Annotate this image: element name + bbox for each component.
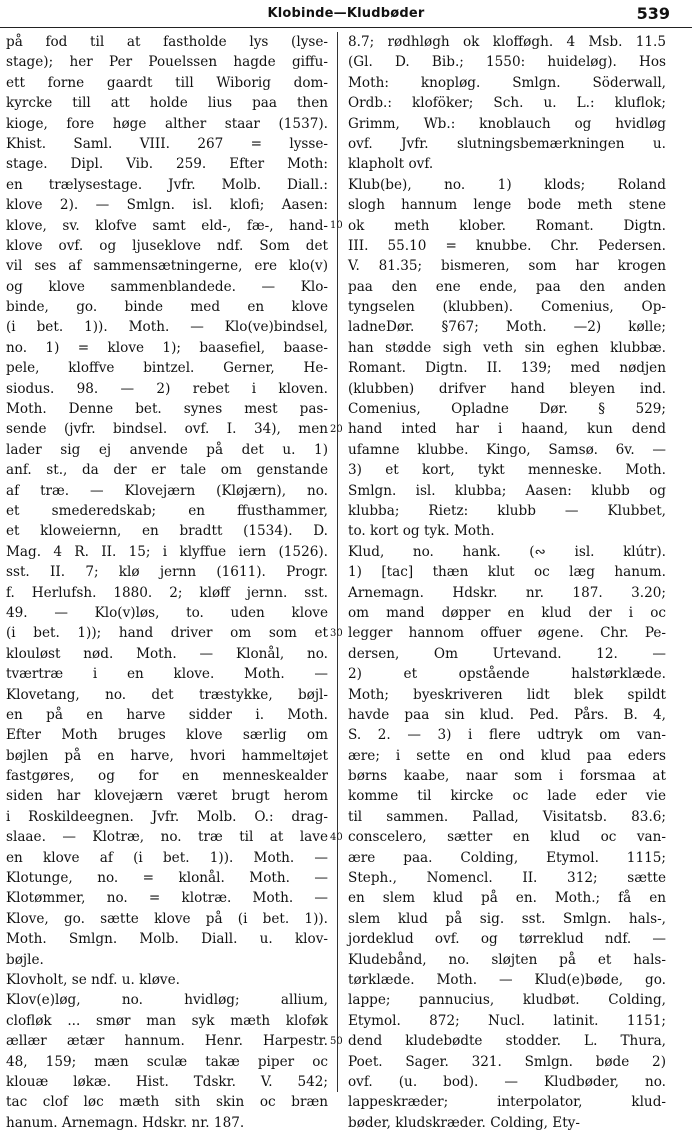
text-line: siden har klovejærn været brugt herom (6, 788, 328, 805)
text-line: Klud, no. hank. (∾ isl. klútr). (348, 543, 666, 560)
text-line: Moth; byeskriveren lidt blek spildt (348, 686, 666, 703)
text-line: bøder, kludskræder. Colding, Ety- (348, 1114, 580, 1131)
header-rule (0, 27, 692, 28)
text-line: Mag. 4 R. II. 15; i klyffue iern (1526). (6, 543, 328, 560)
text-line: Ordb.: kloföker; Sch. u. L.: kluflok; (348, 95, 666, 112)
text-line: dend kludebødte stodder. L. Thura, (348, 1033, 666, 1050)
text-line: hanum. Arnemagn. Hdskr. nr. 187. (6, 1114, 245, 1131)
text-line: om mand døpper en klud der i oc (348, 604, 666, 621)
text-line: V. 81.35; bismeren, som har krogen (348, 258, 666, 275)
text-line: en klove af (i bet. 1)). Moth. — (6, 849, 328, 866)
text-line: Klotunge, no. = klonål. Moth. — (6, 870, 328, 887)
text-line: binde, go. binde med en klove (6, 299, 328, 316)
text-line: havde paa sin klud. Ped. Pårs. B. 4, (348, 706, 666, 723)
text-line: tyngselen (klubben). Comenius, Op- (348, 299, 666, 316)
text-line: ovf. Jvfr. slutningsbemærkningen u. (348, 135, 666, 152)
text-line: legger hannom offuer øgene. Chr. Pe- (348, 625, 666, 642)
text-line: jordeklud ovf. og tørreklud ndf. — (348, 931, 666, 948)
text-line: III. 55.10 = knubbe. Chr. Pedersen. (348, 237, 666, 254)
text-line: 8.7; rødhløgh ok klofføgh. 4 Msb. 11.5 (348, 34, 666, 50)
text-line: klove, sv. klofve samt eld-, fæ-, hand- (6, 217, 328, 234)
text-line: S. 2. — 3) i flere udtryk om van- (348, 727, 666, 744)
text-line: sst. II. 7; klø jernn (1611). Progr. (6, 564, 328, 581)
line-number: 50 (330, 1035, 343, 1047)
text-line: (Gl. D. Bib.; 1550: huideløg). Hos (348, 54, 666, 71)
text-line: 2) et opstående halstørklæde. (348, 666, 666, 683)
text-line: 1) [tac] thæn klut oc læg hanum. (348, 564, 666, 581)
text-line: slaae. — Klotræ, no. træ til at lave (6, 829, 328, 846)
text-line: tværtræ i en klove. Moth. — (6, 666, 328, 683)
text-line: (i bet. 1)). Moth. — Klo(ve)bindsel, (6, 319, 328, 336)
text-line: fastgøres, og for en menneskealder (6, 768, 328, 785)
text-line: til sammen. Pallad, Visitatsb. 83.6; (348, 808, 666, 825)
text-line: paa den ene ende, paa den anden (348, 278, 666, 295)
text-line: 3) et kort, tykt menneske. Moth. (348, 462, 666, 479)
line-number: 20 (330, 423, 343, 435)
text-line: Poet. Sager. 321. Smlgn. bøde 2) (348, 1053, 666, 1070)
text-line: Khist. Saml. VIII. 267 = lysse- (6, 135, 328, 152)
text-line: Steph., Nomencl. II. 312; sætte (348, 870, 666, 887)
text-line: pele, kloffve bintzel. Gerner, He- (6, 360, 328, 377)
text-line: Arnemagn. Hdskr. nr. 187. 3.20; (348, 584, 666, 601)
text-line: Moth: knopløg. Smlgn. Söderwall, (348, 74, 666, 91)
text-line: slem klud på sig. sst. Smlgn. hals-, (348, 910, 666, 927)
text-line: klove ovf. og ljuseklove ndf. Som det (6, 237, 328, 254)
text-line: af træ. — Klovejærn (Kløjærn), no. (6, 482, 328, 499)
text-line: et smederedskab; en ffusthammer, (6, 502, 328, 519)
text-line: anf. st., da der er tale om genstande (6, 462, 328, 479)
text-line: ære paa. Colding, Etymol. 1115; (348, 849, 666, 866)
text-line: Klovetang, no. det træstykke, bøjl- (6, 686, 328, 703)
right-column (348, 32, 666, 1133)
text-line: Klub(be), no. 1) klods; Roland (348, 176, 666, 193)
text-line: lappeskræder; interpolator, klud- (348, 1094, 666, 1111)
text-line: 48, 159; mæn sculæ takæ piper oc (6, 1053, 328, 1070)
text-line: bøjle. (6, 951, 44, 968)
text-line: Kludebånd, no. sløjten på et hals- (348, 951, 666, 968)
text-line: ære; i sette en ond klud paa eders (348, 747, 666, 764)
column-divider (337, 32, 338, 1092)
text-line: Moth. Smlgn. Molb. Diall. u. klov- (6, 931, 328, 948)
text-line: Klov(e)løg, no. hvidløg; allium, (6, 992, 328, 1009)
line-number: 40 (330, 831, 343, 843)
text-line: clofløk ... smør man syk mæth kloføk (6, 1012, 328, 1029)
text-line: komme til kircke oc lade eder vie (348, 788, 666, 805)
text-line: ok meth klober. Romant. Digtn. (348, 217, 666, 234)
text-line: conscelero, sætter en klud oc van- (348, 829, 666, 846)
text-line: han stødde sigh veth sin eghen klubbæ. (348, 339, 666, 356)
text-line: lappe; pannucius, kludbøt. Colding, (348, 992, 666, 1009)
text-line: kyrcke till att holde lius paa then (6, 95, 328, 112)
text-line: stage); her Per Pouelssen hagde giffu- (6, 54, 328, 71)
text-line: ladneDør. §767; Moth. —2) kølle; (348, 319, 666, 336)
text-line: ufamne klubbe. Kingo, Samsø. 6v. — (348, 441, 666, 458)
left-column (6, 32, 328, 1133)
text-line: Romant. Digtn. II. 139; med nødjen (348, 360, 666, 377)
text-line: 49. — Klo(v)løs, to. uden klove (6, 604, 328, 621)
text-line: (klubben) drifver hand bleyen ind. (348, 380, 666, 397)
page-header (0, 2, 692, 28)
text-line: slogh hannum lenge bode meth stene (348, 197, 666, 214)
text-line: Klotømmer, no. = klotræ. Moth. — (6, 890, 328, 907)
text-line: no. 1) = klove 1); baasefiel, baase- (6, 339, 328, 356)
text-line: kioge, fore høge alther staar (1537). (6, 115, 328, 132)
text-line: Klovholt, se ndf. u. kløve. (6, 971, 180, 988)
text-line: ovf. (u. bod). — Kludbøder, no. (348, 1073, 666, 1090)
text-line: Moth. Denne bet. synes mest pas- (6, 401, 328, 418)
text-line: sende (jvfr. bindsel. ovf. I. 34), men (6, 421, 328, 438)
text-line: en slem klud på en. Moth.; få en (348, 890, 666, 907)
text-line: lader sig ej anvende på det u. 1) (6, 441, 328, 458)
text-line: Efter Moth bruges klove særlig om (6, 727, 328, 744)
text-line: Grimm, Wb.: knoblauch og hvidløg (348, 115, 666, 132)
text-line: stage. Dipl. Vib. 259. Efter Moth: (6, 156, 328, 173)
text-line: bøjlen på en harve, hvori hammeltøjet (6, 747, 328, 764)
text-line: Etymol. 872; Nucl. latinit. 1151; (348, 1012, 666, 1029)
text-line: på fod til at fastholde lys (lyse- (6, 34, 328, 50)
text-line: og klove sammenblandede. — Klo- (6, 278, 328, 295)
text-line: klove 2). — Smlgn. isl. klofi; Aasen: (6, 197, 328, 214)
text-line: (i bet. 1)); hand driver om som et (6, 625, 328, 642)
text-line: tørklæde. Moth. — Klud(e)bøde, go. (348, 971, 666, 988)
text-line: dersen, Om Urtevand. 12. — (348, 645, 666, 662)
text-line: klapholt ovf. (348, 156, 434, 173)
line-number: 10 (330, 219, 343, 231)
text-line: Klove, go. sætte klove på (i bet. 1)). (6, 910, 328, 927)
text-line: Smlgn. isl. klubba; Aasen: klubb og (348, 482, 666, 499)
text-line: en trælysestage. Jvfr. Molb. Diall.: (6, 176, 328, 193)
text-line: siodus. 98. — 2) rebet i kloven. (6, 380, 328, 397)
text-line: børns kaabe, naar som i forsmaa at (348, 768, 666, 785)
text-line: hand inted har i haand, kun dend (348, 421, 666, 438)
text-line: tac clof løc mæth sith skin oc bræn (6, 1094, 328, 1111)
line-number: 30 (330, 627, 343, 639)
text-line: klouløst nød. Moth. — Klonål, no. (6, 645, 328, 662)
page-number: 539 (636, 4, 670, 23)
text-line: klubba; Rietz: klubb — Klubbet, (348, 502, 666, 519)
text-line: klouæ løkæ. Hist. Tdskr. V. 542; (6, 1073, 328, 1090)
text-line: to. kort og tyk. Moth. (348, 523, 495, 540)
text-line: et kloweiernn, en bradtt (1534). D. (6, 523, 328, 540)
text-line: vil ses af sammensætningerne, ere klo(v) (6, 258, 328, 275)
text-line: i Roskildeegnen. Jvfr. Molb. O.: drag- (6, 808, 328, 825)
text-line: ett forne gaardt till Wiborig dom- (6, 74, 328, 91)
text-line: ællær ætær hannum. Henr. Harpestr. (6, 1033, 328, 1050)
text-line: Comenius, Opladne Dør. § 529; (348, 401, 666, 418)
text-line: en på en harve sidder i. Moth. (6, 706, 328, 723)
text-line: f. Herlufsh. 1880. 2; kløff jernn. sst. (6, 584, 328, 601)
running-head: Klobinde—Kludbøder (267, 6, 425, 21)
